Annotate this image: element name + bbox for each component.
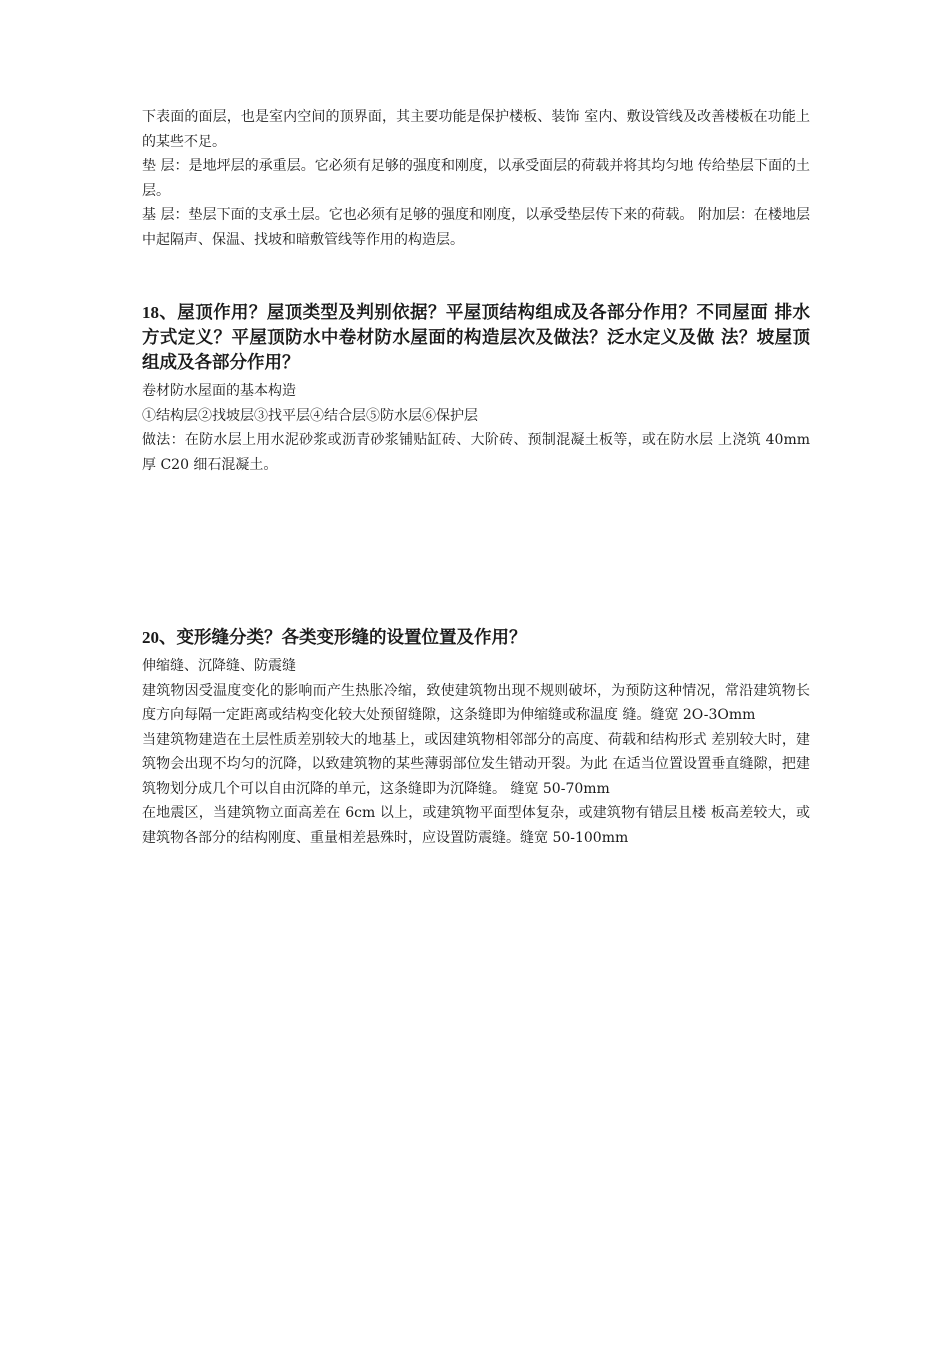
paragraph-cushion-layer: 垫 层：是地坪层的承重层。它必须有足够的强度和刚度，以承受面层的荷载并将其均匀地 传给垫层下面的土层。 bbox=[142, 158, 810, 199]
section-18-number: 18 bbox=[142, 303, 159, 322]
paragraph-settlement-joint: 当建筑物建造在土层性质差别较大的地基上，或因建筑物相邻部分的高度、荷载和结构形式 差别较大时，建筑物会出现不均匀的沉降，以致建筑物的某些薄弱部位发生错动开裂。为此 在适当位置设置垂直缝隙，把建筑物划分成几个可以自由沉降的单元，这条缝即为沉降缝。 缝宽 50-70mm bbox=[142, 731, 810, 797]
section-20 bbox=[142, 625, 810, 850]
section-20-number: 20 bbox=[142, 628, 159, 647]
paragraph-ceiling: 下表面的面层，也是室内空间的顶界面，其主要功能是保护楼板、装饰 室内、敷设管线及改善楼板在功能上的某些不足。 bbox=[142, 109, 810, 150]
section-floor-layers bbox=[142, 105, 810, 252]
paragraph-roof-method: 做法：在防水层上用水泥砂浆或沥青砂浆铺贴缸砖、大阶砖、预制混凝土板等，或在防水层 上浇筑 40mm 厚 C20 细石混凝土。 bbox=[142, 432, 810, 473]
paragraph-seismic-joint: 在地震区，当建筑物立面高差在 6cm 以上，或建筑物平面型体复杂，或建筑物有错层且楼 板高差较大，或建筑物各部分的结构刚度、重量相差悬殊时，应设置防震缝。缝宽 50-100mm bbox=[142, 805, 810, 846]
paragraph-roof-layers: ①结构层②找坡层③找平层④结合层⑤防水层⑥保护层 bbox=[142, 407, 478, 424]
section-20-heading bbox=[142, 625, 810, 651]
paragraph-base-layer: 基 层：垫层下面的支承土层。它也必须有足够的强度和刚度，以承受垫层传下来的荷载。 附加层：在楼地层中起隔声、保温、找坡和暗敷管线等作用的构造层。 bbox=[142, 207, 810, 248]
paragraph-roof-basic: 卷材防水屋面的基本构造 bbox=[142, 383, 296, 399]
section-18-heading bbox=[142, 300, 810, 376]
section-20-title: 、变形缝分类？各类变形缝的设置位置及作用？ bbox=[159, 628, 527, 648]
section-18-title: 、屋顶作用？屋顶类型及判别依据？平屋顶结构组成及各部分作用？不同屋面 排水方式定义？平屋顶防水中卷材防水屋面的构造层次及做法？泛水定义及做 法？坡屋顶组成及各部分作用？ bbox=[142, 303, 810, 373]
paragraph-joint-types: 伸缩缝、沉降缝、防震缝 bbox=[142, 658, 296, 674]
paragraph-expansion-joint: 建筑物因受温度变化的影响而产生热胀冷缩，致使建筑物出现不规则破坏，为预防这种情况，常沿建筑物长度方向每隔一定距离或结构变化较大处预留缝隙，这条缝即为伸缩缝或称温度 缝。缝宽 2O-3Omm bbox=[142, 682, 810, 723]
section-18 bbox=[142, 300, 810, 477]
